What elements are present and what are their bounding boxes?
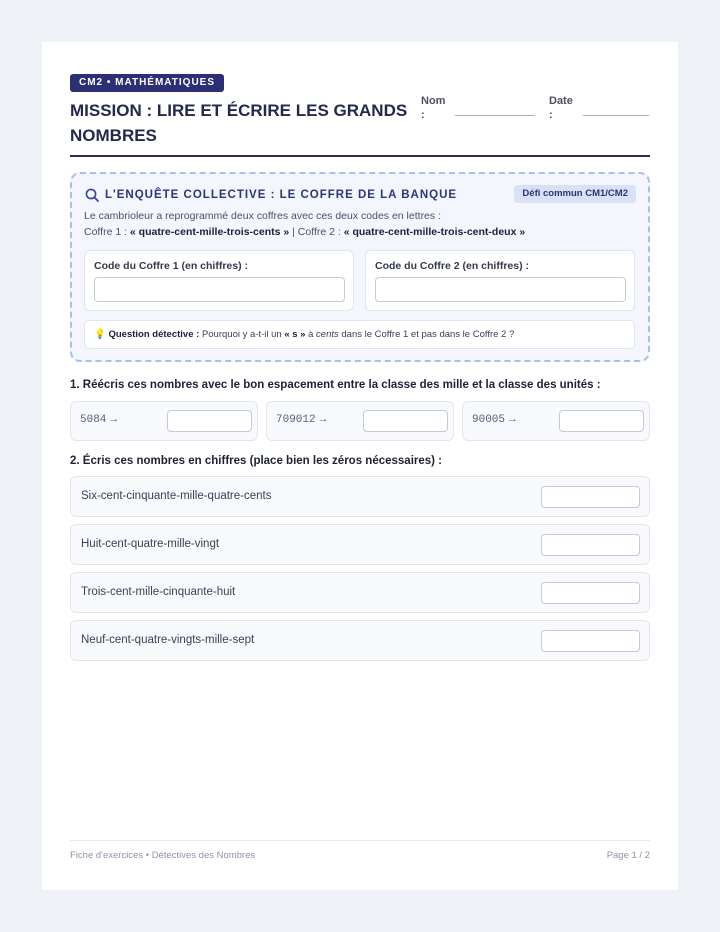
- number-digits-input[interactable]: [541, 534, 640, 556]
- worksheet-page: [42, 42, 678, 890]
- spacing-answer-input[interactable]: [167, 410, 252, 432]
- arrow-icon: →: [110, 414, 118, 426]
- number-words-row: [70, 524, 650, 565]
- question-cents: cents: [316, 329, 339, 340]
- investigation-intro: Le cambrioleur a reprogrammé deux coffres avec ces deux codes en lettres :: [84, 210, 441, 222]
- exercise1-title: 1. Réécris ces nombres avec le bon espacement entre la classe des mille et la classe des unités :: [70, 379, 601, 391]
- question-s: « s »: [284, 329, 306, 340]
- coffre2-answer-input[interactable]: [375, 277, 626, 302]
- codes-line: [84, 224, 525, 240]
- number-words-row: [70, 476, 650, 517]
- footer-title: Fiche d'exercices • Détectives des Nombres: [70, 850, 256, 861]
- investigation-header: [85, 187, 457, 203]
- spacing-answer-input[interactable]: [559, 410, 644, 432]
- codes-separator: |: [292, 226, 295, 238]
- question-text-3: dans le Coffre 1 et pas dans le Coffre 2 ?: [341, 329, 515, 340]
- date-label: Date :: [549, 95, 573, 121]
- investigation-text: [84, 208, 525, 240]
- spacing-item: [462, 401, 650, 441]
- name-field[interactable]: [421, 94, 451, 122]
- page-title: MISSION : LIRE ET ÉCRIRE LES GRANDS NOMBRES: [70, 101, 408, 145]
- number-words-row: [70, 572, 650, 613]
- search-icon: [85, 188, 99, 202]
- page-number: Page 1 / 2: [606, 850, 650, 861]
- arrow-icon: →: [509, 414, 516, 426]
- name-label: Nom :: [421, 95, 446, 121]
- number-digits-input[interactable]: [541, 630, 640, 652]
- spacing-number: 5084 →: [80, 414, 118, 426]
- question-text-1: Pourquoi y a-t-il un: [201, 329, 282, 340]
- coffre1-code: « quatre-cent-mille-trois-cents »: [129, 226, 290, 238]
- date-field[interactable]: [549, 94, 579, 122]
- spacing-item: [70, 401, 258, 441]
- arrow-icon: →: [319, 414, 327, 426]
- number-words-text: Six-cent-cinquante-mille-quatre-cents: [81, 490, 272, 502]
- exercise2-title: 2. Écris ces nombres en chiffres (place bien les zéros nécessaires) :: [70, 455, 443, 467]
- coffre1-answer-input[interactable]: [94, 277, 345, 302]
- lightbulb-icon: 💡: [94, 329, 106, 340]
- coffre2-answer-box: [365, 250, 635, 311]
- page-header: [70, 74, 650, 157]
- coffre1-prefix: Coffre 1 :: [84, 226, 127, 238]
- number-words-row: [70, 620, 650, 661]
- coffre2-prefix: Coffre 2 :: [297, 226, 341, 238]
- number-words-text: Neuf-cent-quatre-vingts-mille-sept: [81, 634, 255, 646]
- spacing-answer-input[interactable]: [363, 410, 448, 432]
- date-line: [583, 115, 649, 116]
- number-digits-input[interactable]: [541, 486, 640, 508]
- coffre2-answer-label: Code du Coffre 2 (en chiffres) :: [375, 260, 530, 272]
- number-words-text: Huit-cent-quatre-mille-vingt: [81, 538, 220, 550]
- subject-badge: CM2 • MATHÉMATIQUES: [70, 74, 224, 92]
- number-digits-input[interactable]: [541, 582, 640, 604]
- question-label: Question détective :: [108, 329, 200, 340]
- spacing-number: 90005 →: [472, 414, 516, 426]
- coffre1-answer-label: Code du Coffre 1 (en chiffres) :: [94, 260, 249, 272]
- question-text-2: à: [308, 329, 314, 340]
- number-words-text: Trois-cent-mille-cinquante-huit: [81, 586, 236, 598]
- detective-question: [84, 320, 635, 349]
- spacing-number: 709012 →: [276, 414, 327, 426]
- collective-investigation-box: [70, 172, 650, 362]
- page-footer: [70, 840, 650, 861]
- coffre1-answer-box: [84, 250, 354, 311]
- coffre2-code: « quatre-cent-mille-trois-cent-deux »: [343, 226, 526, 238]
- challenge-badge: Défi commun CM1/CM2: [514, 185, 636, 203]
- name-line: [455, 115, 535, 116]
- spacing-item: [266, 401, 454, 441]
- investigation-title: L'ENQUÊTE COLLECTIVE : LE COFFRE DE LA BANQUE: [105, 189, 458, 201]
